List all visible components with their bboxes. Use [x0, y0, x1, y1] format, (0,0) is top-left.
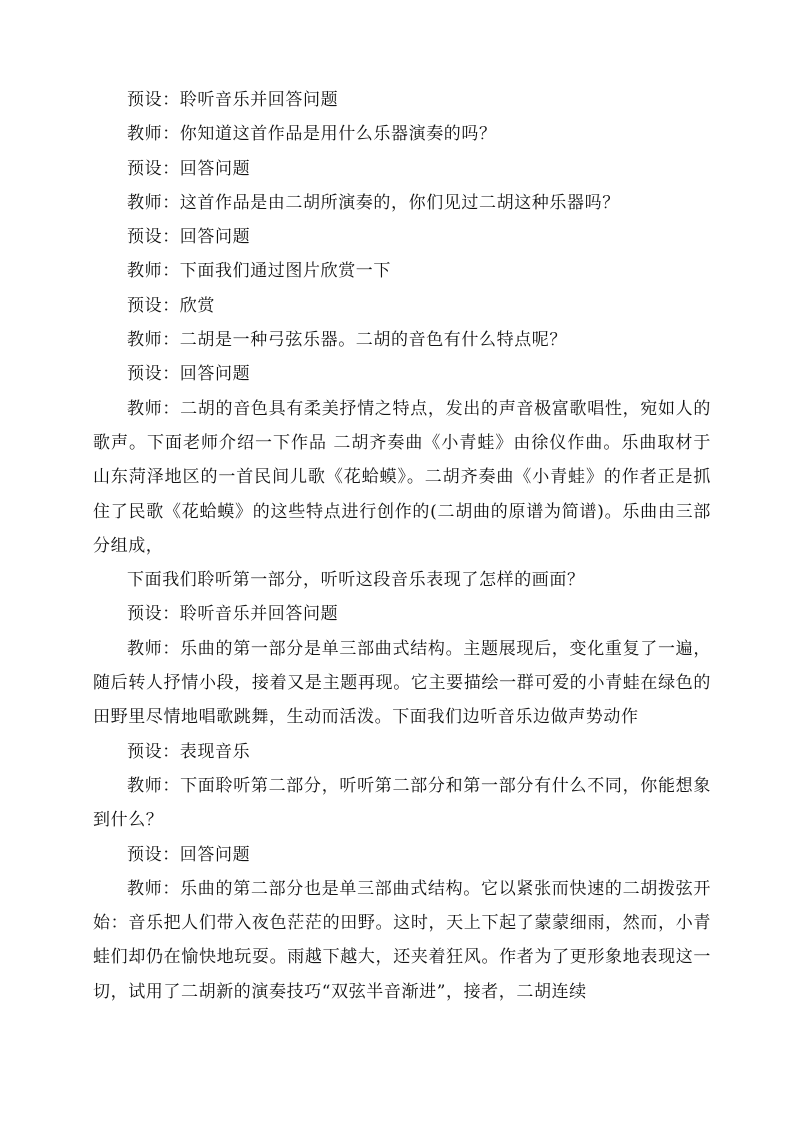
paragraph: 教师：二胡是一种弓弦乐器。二胡的音色有什么特点呢？: [127, 330, 567, 351]
paragraph: 教师：乐曲的第一部分是单三部曲式结构。主题展现后，变化重复了一遍，随后转人抒情小段，接着又是主题再现。它主要描绘一群可爱的小青蛙在绿色的田野里尽情地唱歌跳舞，生动而活泼。下面我们边听音乐边做声势动作: [93, 638, 711, 728]
paragraph: 教师：乐曲的第二部分也是单三部曲式结构。它以紧张而快速的二胡拨弦开始：音乐把人们带入夜色茫茫的田野。这时，天上下起了蒙蒙细雨，然而，小青蛙们却仍在愉快地玩耍。雨越下越大，还夹着狂风。作者为了更形象地表现这一切，试用了二胡新的演奏技巧“双弦半音渐进”，接者，二胡连续: [93, 878, 711, 1002]
paragraph: 下面我们聆听第一部分，听听这段音乐表现了怎样的画面？: [127, 570, 585, 591]
paragraph: 教师：二胡的音色具有柔美抒情之特点，发出的声音极富歌唱性，宛如人的歌声。下面老师介绍一下作品 二胡齐奏曲《小青蛙》由徐仪作曲。乐曲取材于山东菏泽地区的一首民间儿歌《花蛤蟆》。二胡齐奏曲《小青蛙》的作者正是抓住了民歌《花蛤蟆》的这些特点进行创作的(二胡曲的原谱为简谱)。乐曲由三部分组成，: [93, 398, 711, 556]
paragraph: 教师：下面我们通过图片欣赏一下: [127, 261, 391, 282]
document-body: [93, 83, 711, 1009]
paragraph: 教师：这首作品是由二胡所演奏的，你们见过二胡这种乐器吗？: [127, 192, 620, 213]
paragraph: 预设：回答问题: [127, 227, 251, 248]
paragraph: 预设：表现音乐: [127, 741, 251, 762]
paragraph: 预设：聆听音乐并回答问题: [127, 604, 339, 625]
paragraph: 教师：下面聆听第二部分，听听第二部分和第一部分有什么不同，你能想象到什么？: [93, 775, 711, 831]
paragraph: 预设：欣赏: [127, 295, 215, 316]
paragraph: 预设：回答问题: [127, 158, 251, 179]
paragraph: 预设：回答问题: [127, 364, 251, 385]
paragraph: 教师：你知道这首作品是用什么乐器演奏的吗？: [127, 124, 497, 145]
paragraph: 预设：回答问题: [127, 844, 251, 865]
paragraph: 预设：聆听音乐并回答问题: [127, 90, 339, 110]
